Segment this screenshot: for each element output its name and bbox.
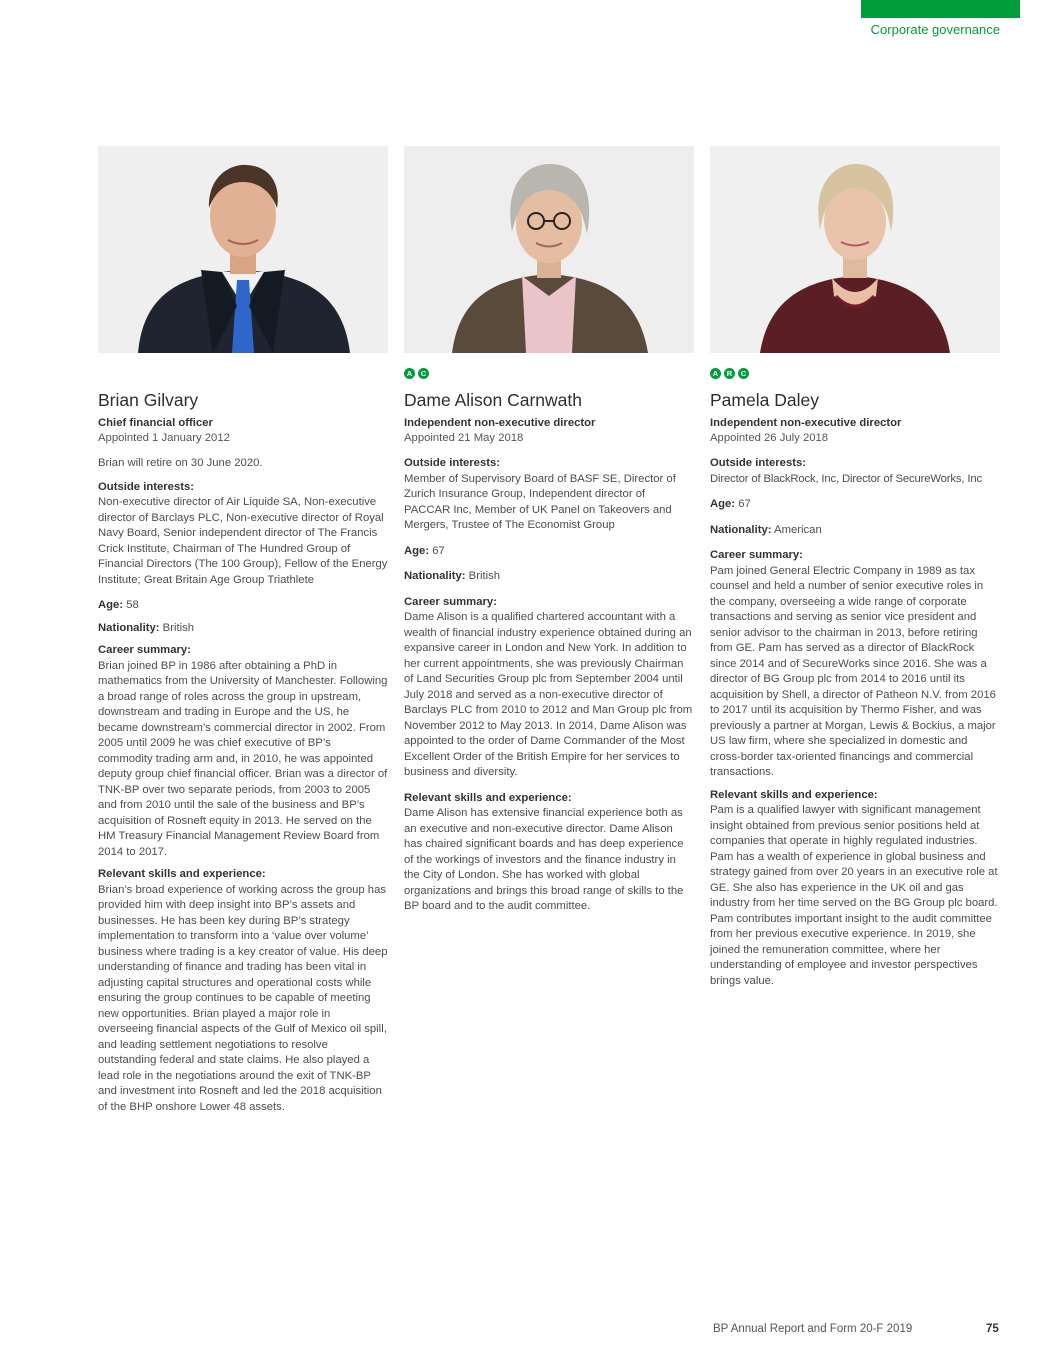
age-label: Age:: [710, 498, 736, 510]
age-label: Age:: [404, 544, 430, 557]
outside-interests-heading: Outside interests:: [710, 457, 807, 469]
director-name: Pamela Daley: [710, 390, 819, 410]
outside-interests-text: Non-executive director of Air Liquide SA, Non-executive director of Barclays PLC, Non-executive director of Royal Navy Board, Senior independent director of The Francis Crick Institute, Chairman of The Hundred Group of Financial Directors (The 100 Group), Fellow of the Energy Institute; Great Britain Age Group Triathlete: [98, 496, 388, 586]
director-profile: [710, 146, 1000, 989]
age-label: Age:: [98, 599, 124, 611]
nationality-label: Nationality:: [710, 523, 772, 536]
career-summary-text: Dame Alison is a qualified chartered accountant with a wealth of financial industry experience obtained during an expansive career in London and New York. In addition to her current appointments, she was previously Chairman of Land Securities Group plc from September 2004 until July 2018 and served as a non-executive director of Barclays PLC from 2010 to 2012 and Man Group plc from November 2012 to May 2013. In 2014, Dame Alison was appointed to the order of Dame Commander of the Most Excellent Order of the British Empire for her services to business and diversity.: [404, 611, 693, 778]
career-summary-heading: Career summary:: [710, 549, 803, 561]
age-value: 67: [738, 498, 751, 510]
committee-badge: C: [418, 368, 429, 379]
committee-badges: [710, 368, 1000, 384]
committee-badges: [98, 368, 388, 384]
committee-badge: C: [738, 368, 749, 379]
page-number: 75: [986, 1323, 999, 1335]
nationality-value: American: [774, 523, 822, 536]
age-value: 58: [126, 599, 139, 611]
nationality-value: British: [468, 570, 501, 582]
report-title: BP Annual Report and Form 20-F 2019: [713, 1323, 913, 1335]
director-profile: [98, 146, 388, 1115]
outside-interests-text: Director of BlackRock, Inc, Director of SecureWorks, Inc: [710, 472, 983, 485]
portrait-photo: [98, 146, 388, 353]
portrait-photo: [404, 146, 694, 353]
outside-interests-text: Member of Supervisory Board of BASF SE, Director of Zurich Insurance Group, Independent director of PACCAR Inc, Member of UK Panel on Takeovers and Mergers, Trustee of The Economist Group: [404, 472, 676, 531]
appointment-date: Appointed 1 January 2012: [98, 432, 230, 444]
director-title: Independent non-executive director: [710, 417, 902, 429]
director-profile: [404, 146, 694, 915]
skills-text: Pam is a qualified lawyer with significant management insight obtained from previous senior positions held at companies that operate in highly regulated industries. Pam has a wealth of experience in global business and strategy gained from over 20 years in an executive role at GE. She also has experience in the UK oil and gas industry from her time served on the BG Group plc board. Pam contributes important insight to the audit committee from her previous executive experience. In 2019, she joined the remuneration committee, where her understanding of employee and investor perspectives brings value.: [710, 804, 998, 987]
committee-badge: A: [710, 368, 721, 379]
portrait-illustration: [404, 146, 694, 353]
nationality-label: Nationality:: [404, 570, 466, 582]
career-summary-heading: Career summary:: [98, 644, 191, 656]
director-name: Brian Gilvary: [98, 390, 199, 410]
outside-interests-heading: Outside interests:: [404, 457, 501, 469]
outside-interests-heading: Outside interests:: [98, 480, 195, 493]
header-accent-bar: [861, 0, 1020, 18]
committee-badge: R: [724, 368, 735, 379]
committee-badges: [404, 368, 694, 384]
age-value: 67: [432, 544, 445, 557]
retirement-note: Brian will retire on 30 June 2020.: [98, 457, 263, 469]
committee-badge: A: [404, 368, 415, 379]
skills-text: Brian’s broad experience of working across the group has provided him with deep insight into BP’s assets and businesses. He has been key during BP’s strategy implementation to transform into a ‘value over volume’ business where trading is a key creator of value. His deep understanding of finance and trading has been vital in adjusting capital structures and operational costs while ensuring the group continues to be capable of meeting new opportunities. Brian played a major role in overseeing financial aspects of the Gulf of Mexico oil spill, and leading settlement negotiations to resolve outstanding federal and state claims. He also played a lead role in the negotiations around the exit of TNK-BP and investment into Rosneft and led the 2018 acquisition of the BHP onshore Lower 48 assets.: [98, 883, 388, 1113]
skills-heading: Relevant skills and experience:: [98, 868, 266, 880]
career-summary-text: Pam joined General Electric Company in 1989 as tax counsel and held a number of senior executive roles in the company, overseeing a wide range of corporate transactions and serving as senior vice president and senior advisor to the chairman in 2013, before retiring from GE. Pam has served as a director of BlackRock since 2014 and of SecureWorks since 2016. She was a director of BG Group plc from 2014 to 2016 until its acquisition by Shell, a director of Patheon N.V. from 2016 to 2017 until its acquisition by Thermo Fisher, and was previously a partner at Morgan, Lewis & Bockius, a major US law firm, where she specialized in domestic and cross-border tax-oriented financings and commercial transactions.: [710, 564, 996, 778]
portrait-illustration: [710, 146, 1000, 353]
career-summary-text: Brian joined BP in 1986 after obtaining a PhD in mathematics from the University of Manchester. Following a broad range of roles across the group in upstream, downstream and trading in Europe and the US, he became downstream’s commercial director in 2002. From 2005 until 2009 he was chief executive of BP’s commodity trading arm and, in 2010, he was appointed deputy group chief financial officer. Brian was a director of TNK-BP over two separate periods, from 2003 to 2005 and from 2010 until the sale of the business and BP’s acquisition of Rosneft equity in 2013. He served on the HM Treasury Financial Management Review Board from 2014 to 2017.: [98, 659, 388, 858]
portrait-photo: [710, 146, 1000, 353]
skills-heading: Relevant skills and experience:: [404, 791, 572, 804]
director-title: Chief financial officer: [98, 417, 213, 429]
appointment-date: Appointed 26 July 2018: [710, 432, 829, 444]
skills-text: Dame Alison has extensive financial experience both as an executive and non-executive director. Dame Alison has chaired significant boards and has deep experience of the workings of investors and the finance industry in the City of London. She has worked with global organizations and brings this broad range of skills to the BP board and to the audit committee.: [404, 807, 684, 912]
appointment-date: Appointed 21 May 2018: [404, 432, 524, 444]
director-title: Independent non-executive director: [404, 417, 596, 429]
career-summary-heading: Career summary:: [404, 595, 497, 608]
skills-heading: Relevant skills and experience:: [710, 788, 878, 801]
section-label[interactable]: Corporate governance: [870, 22, 1000, 37]
director-name: Dame Alison Carnwath: [404, 390, 582, 410]
nationality-label: Nationality:: [98, 621, 160, 634]
portrait-illustration: [98, 146, 388, 353]
nationality-value: British: [162, 621, 195, 634]
